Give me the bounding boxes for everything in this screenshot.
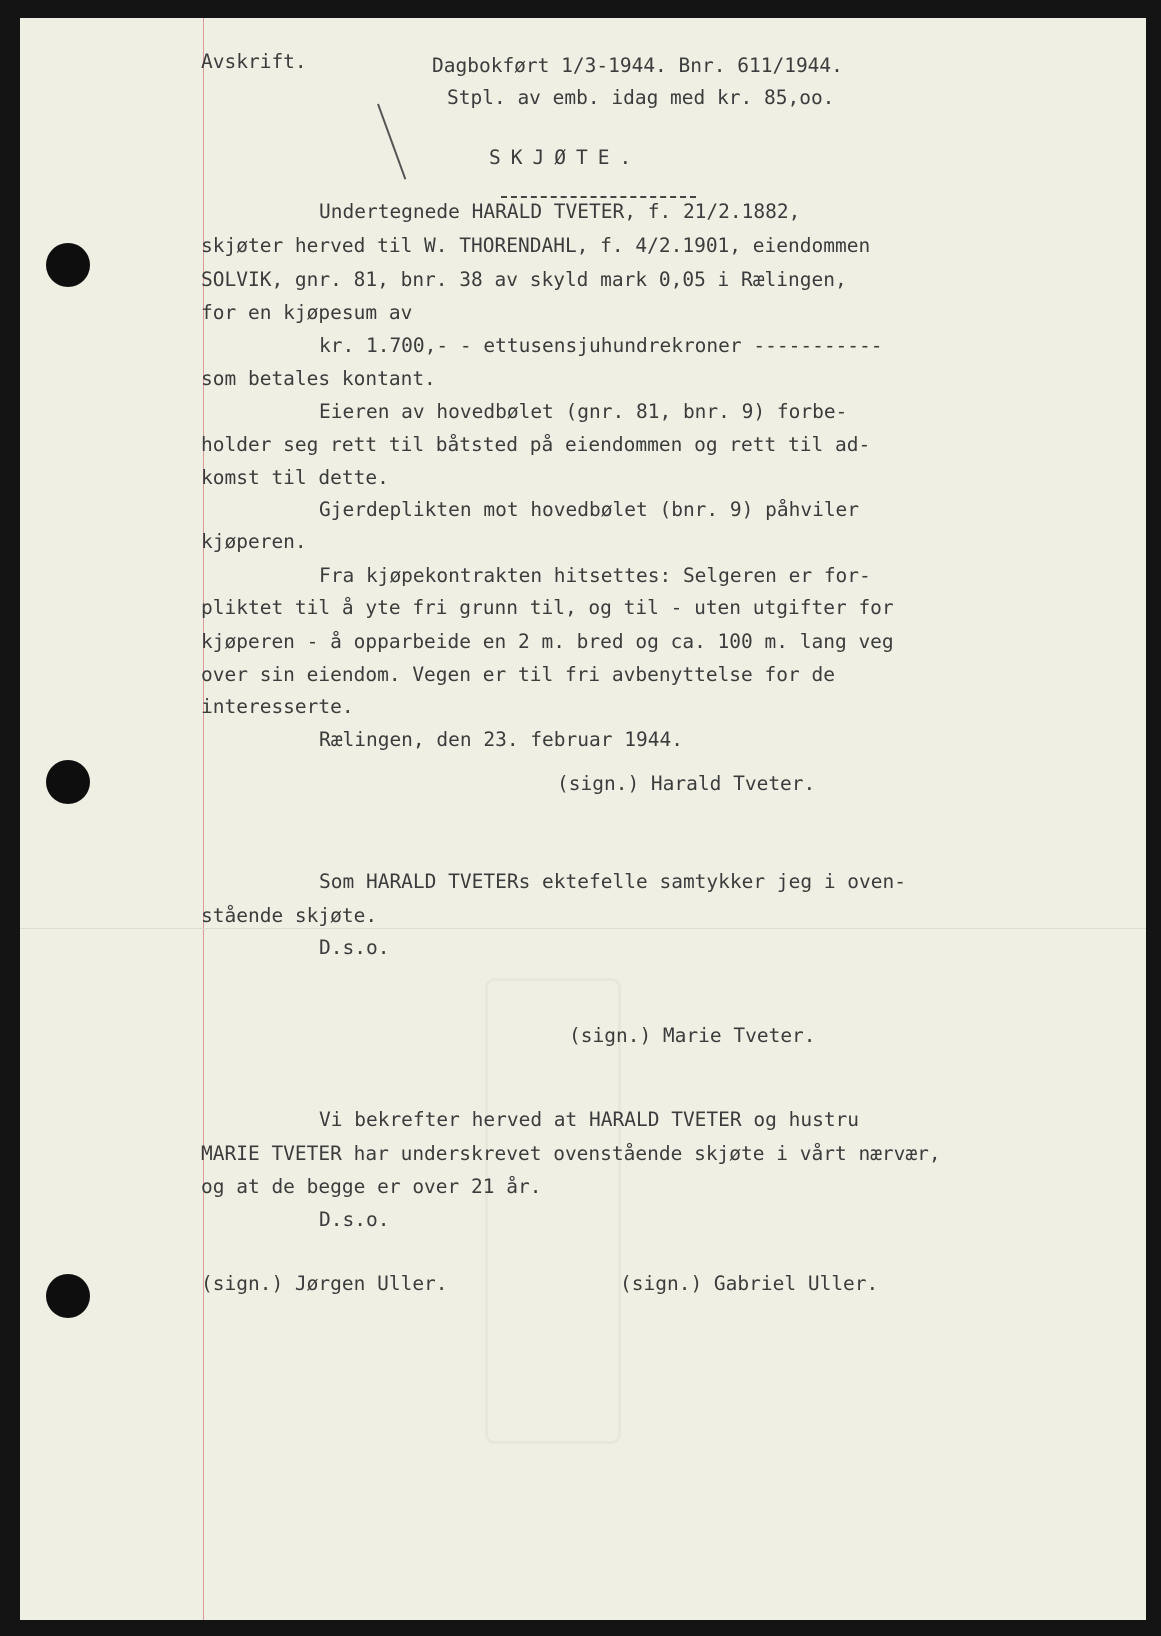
signature-spouse: (sign.) Marie Tveter. [569, 1024, 816, 1047]
signature-witness-1: (sign.) Jørgen Uller. [201, 1272, 448, 1295]
body-line: kjøperen. [201, 530, 307, 553]
signature-witness-2: (sign.) Gabriel Uller. [620, 1272, 879, 1295]
header-line-1: Dagbokført 1/3-1944. Bnr. 611/1944. [432, 54, 843, 77]
body-line: pliktet til å yte fri grunn til, og til - uten utgifter for [201, 596, 894, 619]
body-line: Eieren av hovedbølet (gnr. 81, bnr. 9) forbe- [319, 400, 848, 423]
witness-dso: D.s.o. [319, 1208, 390, 1231]
punch-hole [46, 760, 90, 804]
witness-line: Vi bekrefter herved at HARALD TVETER og hustru [319, 1108, 860, 1131]
body-line: kr. 1.700,- - ettusensjuhundrekroner ----------- [319, 334, 883, 357]
punch-hole [46, 1274, 90, 1318]
body-line: for en kjøpesum av [201, 301, 413, 324]
body-line: som betales kontant. [201, 367, 436, 390]
body-line: SOLVIK, gnr. 81, bnr. 38 av skyld mark 0,05 i Rælingen, [201, 268, 847, 291]
consent-dso: D.s.o. [319, 936, 390, 959]
page-title: SKJØTE. [489, 146, 642, 169]
witness-line: MARIE TVETER har underskrevet ovenstående skjøte i vårt nærvær, [201, 1142, 941, 1165]
body-line: Undertegnede HARALD TVETER, f. 21/2.1882, [319, 200, 801, 223]
title-underline [501, 196, 696, 198]
body-line: komst til dette. [201, 466, 389, 489]
header-line-2: Stpl. av emb. idag med kr. 85,oo. [447, 86, 835, 109]
body-line: interesserte. [201, 695, 354, 718]
body-line: over sin eiendom. Vegen er til fri avbenyttelse for de [201, 663, 835, 686]
punch-hole [46, 243, 90, 287]
margin-line [203, 18, 204, 1620]
body-line: skjøter herved til W. THORENDAHL, f. 4/2.1901, eiendommen [201, 234, 871, 257]
signature-seller: (sign.) Harald Tveter. [557, 772, 816, 795]
document-page [20, 18, 1146, 1620]
handwritten-check-mark [377, 104, 406, 180]
body-line: holder seg rett til båtsted på eiendommen og rett til ad- [201, 433, 871, 456]
body-line: Fra kjøpekontrakten hitsettes: Selgeren er for- [319, 564, 871, 587]
body-line: kjøperen - å opparbeide en 2 m. bred og ca. 100 m. lang veg [201, 630, 894, 653]
witness-line: og at de begge er over 21 år. [201, 1175, 542, 1198]
header-left: Avskrift. [201, 50, 307, 73]
consent-line: Som HARALD TVETERs ektefelle samtykker jeg i oven- [319, 870, 906, 893]
consent-line: stående skjøte. [201, 904, 378, 927]
place-date: Rælingen, den 23. februar 1944. [319, 728, 683, 751]
body-line: Gjerdeplikten mot hovedbølet (bnr. 9) påhviler [319, 498, 860, 521]
page-fold [20, 928, 1146, 929]
